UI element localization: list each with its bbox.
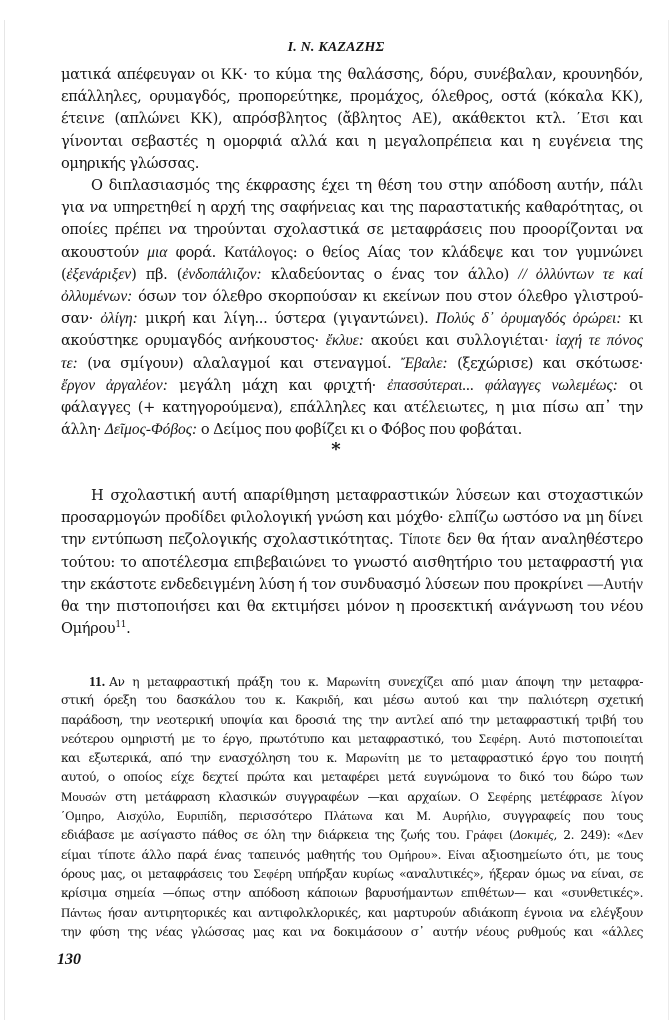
text-run: Τίποτε — [399, 531, 441, 549]
running-head: I. N. ΚΑΖΑΖΗΣ — [287, 40, 385, 55]
text-run: Ο Σεφέρης — [469, 789, 532, 804]
text-line — [61, 219, 643, 241]
text-run: στική όρεξη του δασκάλου του κ. — [61, 693, 296, 708]
page-number: 130 — [57, 951, 81, 968]
text-line — [61, 865, 643, 884]
italic-quote: τε: — [61, 354, 78, 372]
text-run: Ομήρου — [388, 847, 431, 862]
text-run: ΚΚ — [190, 110, 213, 128]
text-line — [61, 884, 643, 903]
text-run: την φύση της νέας γλώσσας μας και να δοκιμάσουν σ᾽ αυτήν νέους ρυθμούς και «άλλες — [61, 924, 643, 939]
text-run: οποίες πρέπει να τηρούνται σχολαστικά σε μεταφράσεις που προορίζονται να — [61, 221, 643, 239]
text-line — [61, 507, 643, 529]
text-line — [61, 711, 643, 730]
text-run: την εκάστοτε ενδεδειγμένη λύση ή τον συνδυασμό λύσεων που προκρίνει — [61, 575, 588, 593]
footnote-11 — [61, 672, 643, 942]
text-run: —Αυτήν — [587, 575, 643, 593]
paragraph-continuation — [61, 64, 643, 175]
text-run: νεότερου ομηριστή με το έργο, πρωτότυπο και μεταφραστικό, του — [61, 731, 479, 746]
text-line — [61, 596, 643, 618]
text-run: άλλη· — [61, 421, 105, 439]
text-run: Αν η μεταφραστική πράξη του κ. — [109, 675, 327, 689]
text-run: επάλληλες, ορυμαγδός, προπορεύτηκε, προμάχος, όλεθρος, οστά (κόκαλα — [61, 88, 612, 106]
text-run: κι — [621, 310, 643, 328]
text-run: . — [517, 731, 529, 746]
text-run: , — [100, 809, 117, 824]
text-run: κλαδεύοντας ο ένας τον άλλο) — [261, 265, 519, 283]
text-run: είμαι τίποτε άλλο παρά ένας ταπεινός μαθητής του — [61, 847, 389, 862]
text-run: και — [372, 809, 417, 824]
text-run: ». — [430, 847, 448, 862]
text-run: φορά. — [167, 243, 225, 261]
text-run: όσων τον όλεθρο σκορπούσαν κι εκείνων που στον όλεθρο γλιστρού- — [132, 287, 643, 305]
text-run: φάλαγγες (+ κατηγορούμενα), επάλληλες και ατέλειωτες, η μια πίσω απ᾽ την — [61, 398, 643, 416]
text-run: Είναι — [447, 847, 475, 862]
text-run: ), ακάθεκτοι κτλ. — [432, 110, 576, 128]
text-line — [61, 618, 643, 640]
text-run: Μουσών — [61, 789, 107, 804]
text-line — [61, 330, 643, 352]
text-line — [61, 552, 643, 574]
text-run: αυτού, ο οποίος είχε δεχτεί πρώτα και μεταφέρει μετά ευγνώμονα το δικό του δώρο των — [61, 770, 643, 785]
italic-quote: ἐπασσύτεραι... φάλαγγες νωλεμέως: — [387, 376, 618, 394]
text-run: σαν· — [61, 310, 101, 328]
text-line — [61, 768, 643, 787]
paragraph-translation-analysis — [61, 175, 643, 441]
text-run: Αυτό — [528, 731, 556, 746]
text-run: όρους μας, οι μεταφράσεις του — [61, 866, 254, 881]
text-run: Μαρωνίτη — [345, 751, 400, 766]
italic-quote: ἐνδοπάλιζον: — [182, 265, 262, 283]
italic-quote: ἔργον ἀργαλέον: — [61, 376, 168, 394]
italic-quote: μια — [147, 243, 168, 261]
text-line — [61, 397, 643, 419]
text-line — [61, 672, 643, 691]
text-run: ακούει και συλλογιέται· — [363, 332, 556, 350]
text-line — [61, 730, 643, 749]
text-line — [61, 529, 643, 551]
text-line — [61, 286, 643, 308]
text-run: , συγγραφείς που τους — [486, 809, 643, 824]
text-line — [61, 788, 643, 807]
text-run: τούτου: το αποτέλεσμα επιβεβαιώνει το γνωστό αισθητήριο του μεταφραστή για — [61, 553, 643, 571]
text-line — [61, 264, 643, 286]
text-run: ΄Ετσι — [575, 110, 610, 128]
paragraph-conclusion — [61, 485, 643, 640]
text-line — [61, 923, 643, 942]
italic-quote: ἰαχή τε πόνος — [555, 332, 643, 350]
italic-quote: ἔκλυε: — [325, 332, 364, 350]
text-run: ήσαν αντιρητορικές και αντιφολκλορικές, και μαρτυρούν αδιάκοπη έγνοια να ελέγξουν — [101, 905, 643, 920]
text-run: Κατάλογος — [224, 243, 293, 261]
text-run: μετέφρασε λίγον — [531, 789, 644, 804]
text-line — [61, 64, 643, 86]
text-run: ομηρικής γλώσσας. — [61, 154, 200, 172]
text-line — [61, 375, 643, 397]
text-run: δεν θα ήταν αναληθέστερο — [440, 531, 643, 549]
italic-quote: ἐξενάριξεν — [66, 265, 132, 283]
text-line — [61, 904, 643, 923]
text-run: ( — [61, 265, 67, 283]
text-run: μικρή και λίγη... ύστερα (γιγαντώνει). — [137, 310, 436, 328]
text-line — [61, 691, 643, 710]
text-run: ΄Ομηρο — [61, 809, 101, 824]
text-line — [61, 308, 643, 330]
italic-quote: Ἔβαλε: — [400, 354, 448, 372]
footnote-number: 11. — [89, 674, 106, 689]
text-line — [61, 485, 643, 507]
scan-page-edge — [4, 20, 5, 1020]
italic-quote: // ὀλλύντων τε καί — [518, 265, 643, 283]
text-run: . — [126, 620, 131, 638]
text-line — [61, 353, 643, 375]
text-run: ), απρόσβλητος (ἄβλητος — [212, 110, 412, 128]
text-run: ΚΚ — [611, 88, 634, 106]
text-run: με το μεταφραστικό έργο του ποιητή — [399, 751, 644, 766]
text-line — [61, 131, 643, 153]
text-run: θα την πιστοποιήσει και θα εκτιμήσει μόνον η προσεκτική ανάγνωση του νέου — [61, 597, 643, 615]
text-run: Μαρωνίτη — [326, 675, 381, 689]
text-run: αξιοσημείωτο ότι, με τους — [474, 847, 643, 862]
text-line — [61, 846, 643, 865]
text-run: συνεχίζει από μιαν άποψη την μεταφρα- — [380, 675, 643, 689]
text-run: μεγάλη μάχη και φριχτή· — [167, 376, 388, 394]
text-run: Αισχύλο — [116, 809, 161, 824]
text-run: Μ. Αυρήλιο — [416, 809, 487, 824]
text-run: παράδοση, την νεοτερική υποψία και δροσιά της την αντλεί από την μεταφραστική τριβή του — [61, 712, 643, 727]
text-line — [61, 807, 643, 826]
text-run: , 2. 249): « — [553, 828, 624, 843]
text-run: , περισσότερο — [223, 809, 325, 824]
text-run: Η σχολαστική αυτή απαρίθμηση μεταφραστικών λύσεων και στοχαστικών — [91, 487, 643, 504]
text-run: , — [160, 809, 177, 824]
text-run: Πλάτωνα — [324, 809, 373, 824]
text-run: Σεφέρη — [478, 731, 518, 746]
text-line — [61, 749, 643, 768]
text-line — [61, 826, 643, 845]
text-run: γίνονται σεβαστές η ομορφιά αλλά και η μεγαλοπρέπεια και η ευγένεια της — [61, 132, 643, 150]
text-line — [61, 197, 643, 219]
text-run: Ευριπίδη — [176, 809, 224, 824]
text-run: την εντύπωση πεζολογικής σχολαστικότητας. — [61, 531, 400, 549]
text-run: και εξωτερικά, από την ενασχόληση του κ. — [61, 751, 346, 766]
italic-quote: ὀλίγη: — [100, 310, 138, 328]
text-run: υπήρξαν κυρίως «αναλυτικές», ήξεραν όμως να είναι, σε — [292, 866, 643, 881]
text-run: Πάντως — [61, 905, 102, 920]
text-line — [61, 574, 643, 596]
text-run: Ο διπλασιασμός της έκφρασης έχει τη θέση του στην απόδοση αυτήν, πάλι — [91, 177, 643, 194]
italic-quote: Πολύς δ᾽ ὀρυμαγδός ὀρώρει: — [435, 310, 622, 328]
text-run: ματικά απέφευγαν οι — [61, 66, 221, 83]
text-run: Γράφει — [465, 828, 503, 843]
text-run: Δεν — [623, 828, 643, 843]
text-run: Σεφέρη — [253, 866, 293, 881]
text-run: για να υπηρετηθεί η αρχή της σαφήνειας και της παραστατικής καθαρότητας, οι — [61, 199, 643, 217]
text-line — [61, 153, 643, 175]
text-run: ), — [633, 88, 643, 106]
text-run: ΚΚ — [220, 66, 244, 83]
text-line — [61, 86, 643, 108]
text-run: πιστοποιείται — [555, 731, 643, 746]
italic-quote: ὀλλυμένων: — [61, 287, 133, 305]
text-line — [61, 175, 643, 197]
text-run: και — [609, 110, 643, 128]
text-run: ακούστηκε ορυμαγδός ανήκουστος· — [61, 332, 326, 350]
text-run: Ομήρου — [61, 620, 116, 638]
text-run: (να σμίγουν) αλαλαγμοί και στεναγμοί. — [77, 354, 401, 372]
text-line — [61, 242, 643, 264]
italic-quote: Δοκιμές — [513, 828, 554, 843]
italic-quote: Δεῖμος-Φόβος: — [104, 421, 198, 439]
text-run: : ο θείος Αίας τον κλάδεψε και τον γυμνώνει — [292, 243, 644, 261]
text-run: ακουστούν — [61, 243, 148, 261]
text-run: ( — [502, 828, 514, 843]
text-run: Κακριδή — [295, 693, 341, 708]
text-run: έτεινε (απλώνει — [61, 110, 191, 128]
text-run: εδιάβασε με ασίγαστο πάθος σε όλη την διάρκεια της ζωής του. — [61, 828, 466, 843]
scan-page-edge — [668, 20, 669, 1020]
text-run: , και μέσω αυτού και την παλιότερη σχετική — [340, 693, 643, 708]
text-run: προσαρμογών προδίδει φιλολογική γνώση και μόχθο· ελπίζω ωστόσο να μη δίνει — [61, 509, 643, 527]
text-run: ο Δείμος που φοβίζει κι ο Φόβος που φοβάται. — [197, 421, 522, 439]
footnote-reference: 11 — [115, 620, 127, 631]
text-run: · το κύμα της θαλάσσης, δόρυ, συνέβαλαν, κρουνηδόν, — [243, 66, 644, 83]
text-line — [61, 108, 643, 130]
text-run: ΑΕ — [411, 110, 433, 128]
text-line — [61, 419, 643, 441]
text-run: ) πβ. ( — [131, 265, 183, 283]
text-run: οι — [617, 376, 643, 394]
text-run: στη μετάφραση κλασικών συγγραφέων —και αρχαίων. — [106, 789, 470, 804]
text-run: (ξεχώρισε) και σκότωσε· — [447, 354, 643, 372]
text-run: κρίσιμα σημεία —όπως στην απόδοση κάποιων βαρυσήμαντων επιθέτων— και «συνθετικές». — [61, 886, 643, 901]
section-separator-asterisk: * — [331, 439, 341, 460]
